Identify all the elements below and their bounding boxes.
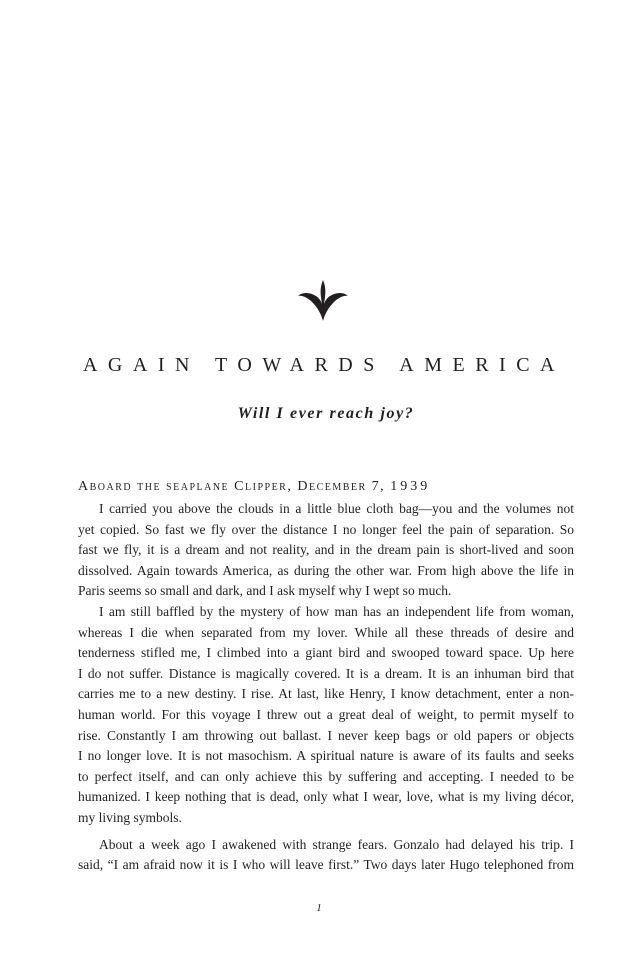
- text-line: whereas I die when separated from my lover. While all these threads of desire and: [78, 624, 574, 640]
- text-line: yet copied. So fast we fly over the distance I no longer feel the pain of separation. So: [78, 521, 574, 537]
- text-line: humanized. I keep nothing that is dead, only what I wear, love, what is my living décor,: [78, 789, 574, 805]
- text-line: rise. Constantly I am throwing out ballast. I never keep bags or old papers or objects: [78, 727, 574, 743]
- text-line: said, “I am afraid now it is I who will leave first.” Two days later Hugo telephoned from: [78, 857, 574, 873]
- text-line: About a week ago I awakened with strange fears. Gonzalo had delayed his trip. I: [99, 836, 574, 852]
- chapter-title: AGAIN TOWARDS AMERICA: [82, 354, 565, 376]
- fleuron-icon: [298, 280, 348, 322]
- text-line: fast we fly, it is a dream and not reality, and in the dream pain is short-lived and soon: [78, 542, 574, 558]
- text-line: dissolved. Again towards America, as during the other war. From high above the life in: [78, 562, 574, 578]
- diary-entry-heading: [78, 479, 430, 495]
- text-line: I am still baffled by the mystery of how man has an independent life from woman,: [99, 603, 574, 619]
- text-line: to perfect itself, and can only achieve this by suffering and accepting. I needed to be: [78, 768, 574, 784]
- text-line: tenderness stifled me, I climbed into a giant bird and swooped toward space. Up here: [78, 645, 574, 661]
- text-line: carries me to a new destiny. I rise. At last, like Henry, I know detachment, enter a non-: [78, 686, 574, 702]
- page-number: 1: [316, 902, 322, 914]
- entry-heading-place: Aboard the seaplane Clipper, December 7,: [78, 479, 391, 494]
- text-line: I no longer love. It is not masochism. A spiritual nature is aware of its faults and seeks: [78, 748, 574, 764]
- text-line: my living symbols.: [78, 809, 182, 825]
- chapter-epigraph: Will I ever reach joy?: [237, 405, 415, 422]
- entry-heading-year: 1939: [390, 479, 431, 494]
- body-text: [78, 499, 574, 876]
- text-line: I do not suffer. Distance is magically covered. It is a dream. It is an inhuman bird that: [78, 665, 574, 681]
- text-line: human world. For this voyage I threw out a great deal of weight, to permit myself to: [78, 706, 574, 722]
- text-line: Paris seems so small and dark, and I ask myself why I wept so much.: [78, 583, 452, 599]
- text-line: I carried you above the clouds in a little blue cloth bag—you and the volumes not: [99, 501, 574, 516]
